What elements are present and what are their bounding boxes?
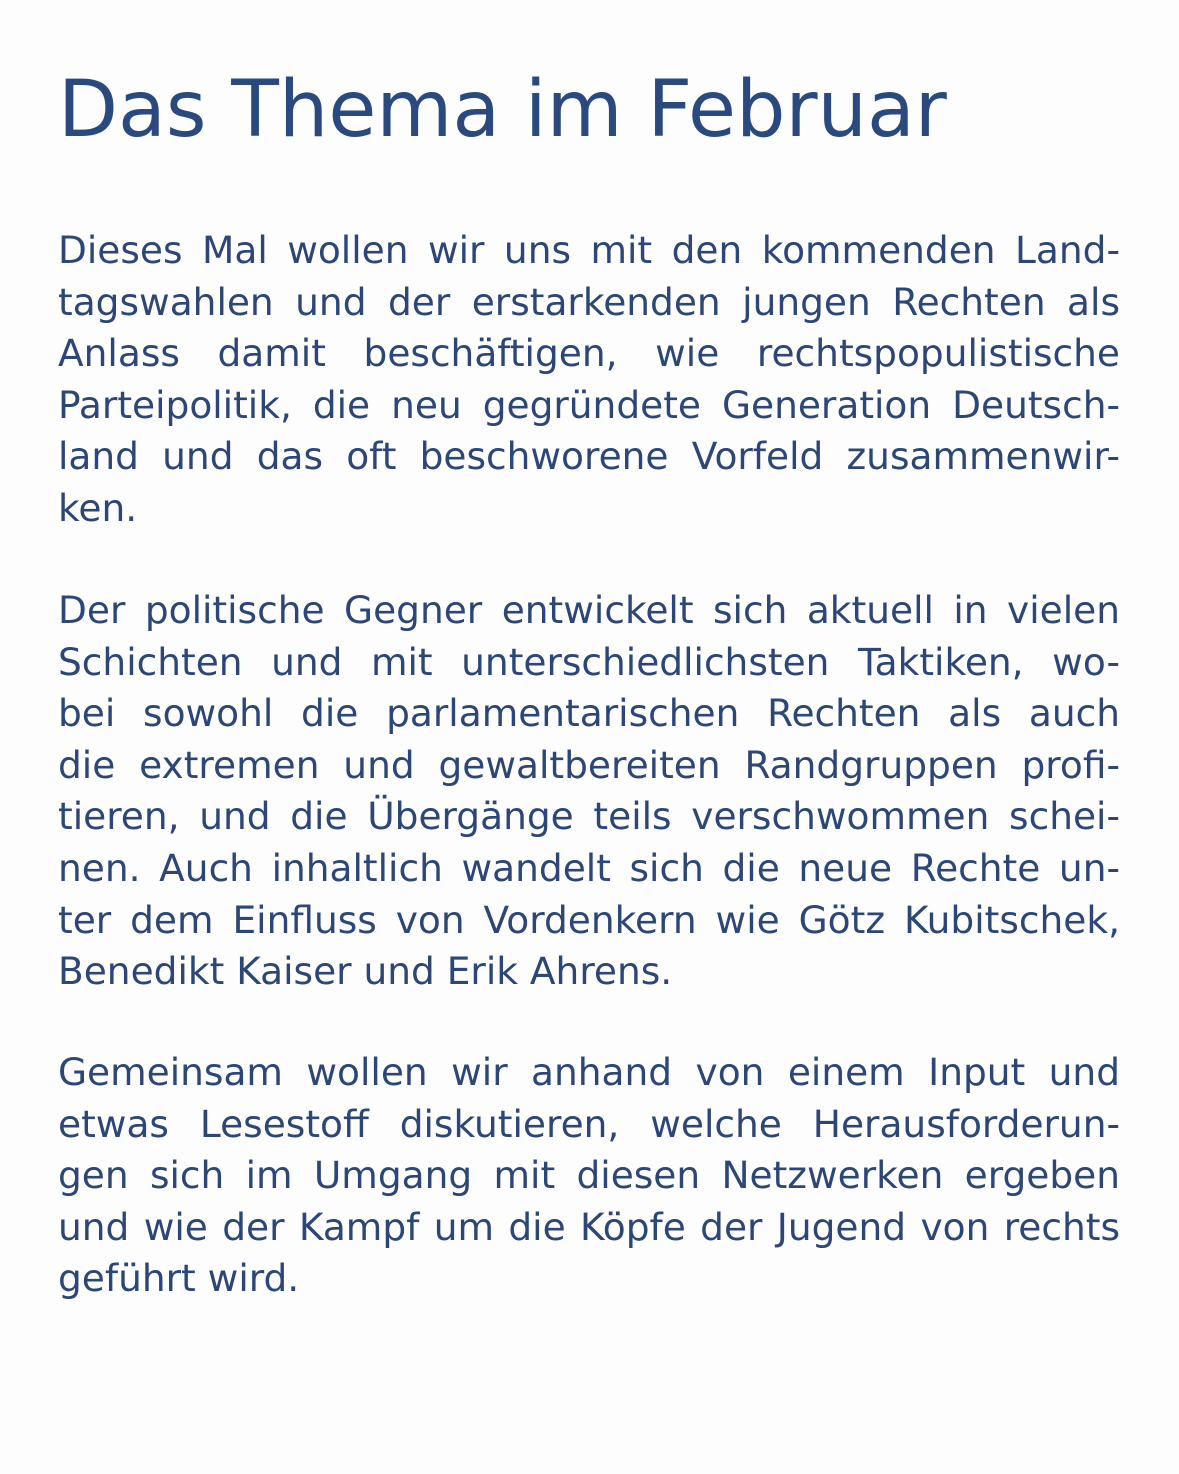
paragraph-line: bei sowohl die parlamentarischen Rechten als auch xyxy=(58,691,1120,736)
paragraph-line: Der politische Gegner entwickelt sich aktuell in vielen xyxy=(58,588,1120,632)
page-title: Das Thema im Februar xyxy=(58,65,947,155)
paragraph-line: gen sich im Umgang mit diesen Netzwerken ergeben xyxy=(58,1153,1120,1198)
paragraph-line: die extremen und gewaltbereiten Randgruppen profi- xyxy=(58,742,1120,787)
paragraph-line: Parteipolitik, die neu gegründete Generation Deutsch- xyxy=(58,382,1120,427)
paragraph-discussion xyxy=(58,1047,1120,1305)
paragraph-line: tagswahlen und der erstarkenden jungen Rechten als xyxy=(58,279,1120,324)
paragraph-line: Benedikt Kaiser und Erik Ahrens. xyxy=(58,949,673,994)
paragraph-opponent xyxy=(58,585,1120,998)
paragraph-line: und wie der Kampf um die Köpfe der Jugend von rechts xyxy=(58,1204,1120,1249)
paragraph-line: ken. xyxy=(58,485,138,530)
paragraph-line: Gemeinsam wollen wir anhand von einem Input und xyxy=(58,1050,1120,1094)
paragraph-line: ter dem Einfluss von Vordenkern wie Götz Kubitschek, xyxy=(58,897,1120,942)
paragraph-line: Anlass damit beschäftigen, wie rechtspopulistische xyxy=(58,331,1120,376)
paragraph-line: land und das oft beschworene Vorfeld zusammenwir- xyxy=(58,434,1120,479)
paragraph-intro xyxy=(58,225,1120,535)
paragraph-line: tieren, und die Übergänge teils verschwommen schei- xyxy=(58,794,1120,839)
paragraph-line: etwas Lesestoff diskutieren, welche Herausforderun- xyxy=(58,1101,1120,1146)
paragraph-line: Schichten und mit unterschiedlichsten Taktiken, wo- xyxy=(58,639,1120,684)
paragraph-line: nen. Auch inhaltlich wandelt sich die neue Rechte un- xyxy=(58,845,1120,890)
paragraph-line: Dieses Mal wollen wir uns mit den kommenden Land- xyxy=(58,228,1120,272)
paragraph-line: geführt wird. xyxy=(58,1256,300,1301)
